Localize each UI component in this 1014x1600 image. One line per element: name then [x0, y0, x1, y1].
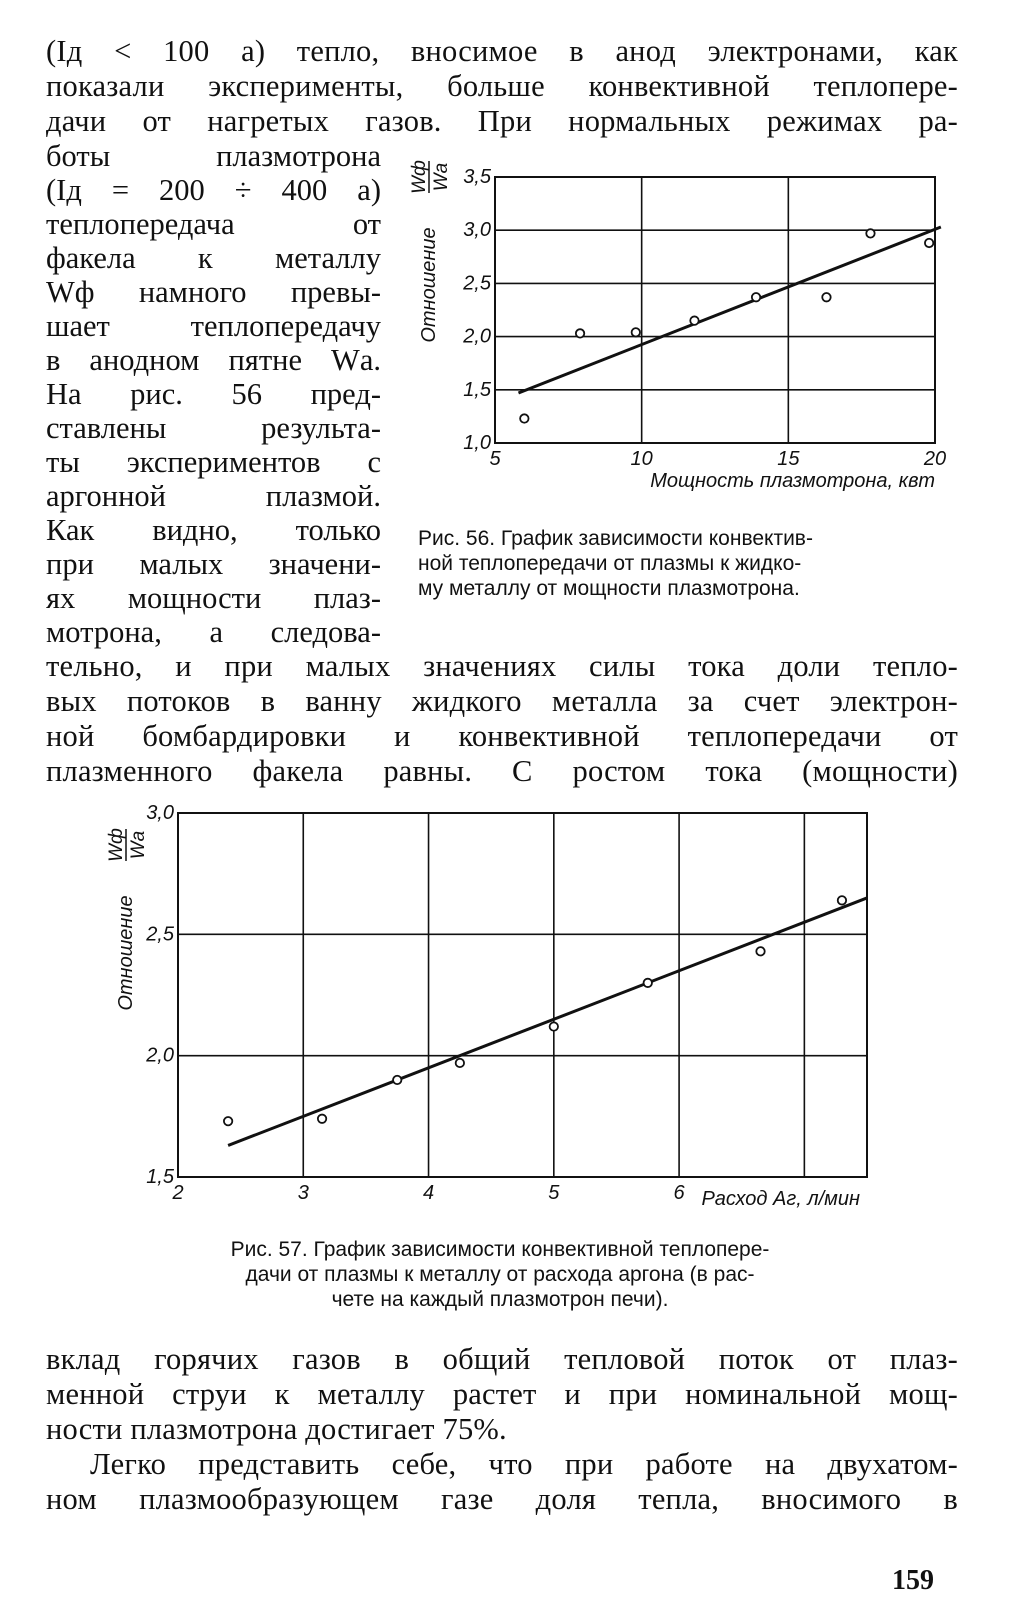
text-line: при малых значени-: [46, 547, 381, 581]
x-tick-label: 5: [548, 1182, 560, 1204]
x-tick-label: 15: [777, 448, 800, 470]
data-point: [456, 1059, 464, 1067]
y-axis-label-numerator: Wф: [409, 160, 430, 194]
text-line: ной бомбардировки и конвективной теплопередачи от: [46, 719, 958, 753]
text-line: плазменного факела равны. С ростом тока (мощности): [46, 754, 958, 788]
figure-57-chart: [106, 802, 890, 1215]
data-point: [318, 1115, 326, 1123]
caption-line: чете на каждый плазмотрон печи).: [331, 1288, 669, 1311]
text-line: шает теплопередачу: [46, 309, 381, 343]
y-axis-label-denominator: Wа: [128, 830, 149, 860]
caption-line: ной теплопередачи от плазмы к жидко-: [418, 552, 802, 575]
text-line: менной струи к металлу растет и при номинальной мощ-: [46, 1377, 958, 1411]
figure-56-caption: [418, 526, 958, 601]
text-line: боты плазмотрона: [46, 139, 381, 173]
figure-57-caption: [130, 1237, 870, 1312]
y-tick-label: 2,5: [146, 923, 174, 946]
data-point: [925, 239, 933, 247]
y-tick-label: 2,0: [146, 1044, 174, 1067]
x-tick-label: 5: [489, 448, 501, 470]
caption-line: дачи от плазмы к металлу от расхода аргона (в рас-: [245, 1263, 755, 1286]
x-tick-label: 2: [172, 1182, 184, 1204]
data-point: [644, 979, 652, 987]
y-tick-label: 3,0: [146, 802, 174, 824]
data-point: [393, 1076, 401, 1084]
trend-line: [518, 227, 940, 393]
x-tick-label: 6: [673, 1182, 685, 1204]
x-tick-label: 10: [630, 448, 653, 470]
x-tick-label: 4: [422, 1182, 435, 1204]
y-tick-label: 2,0: [463, 325, 491, 348]
text-line: вклад горячих газов в общий тепловой поток от плаз-: [46, 1342, 958, 1376]
y-tick-label: 1,5: [463, 378, 491, 401]
x-tick-label: 3: [297, 1182, 309, 1204]
text-line: ях мощности плаз-: [46, 581, 381, 615]
plot-frame: [495, 177, 935, 443]
data-point: [690, 316, 698, 324]
text-line: Как видно, только: [46, 513, 381, 547]
caption-line: му металлу от мощности плазмотрона.: [418, 577, 800, 600]
data-point: [224, 1117, 232, 1125]
figure-56-chart: [400, 160, 960, 500]
text-line: (Iд = 200 ÷ 400 а): [46, 173, 381, 207]
y-axis-label: [106, 828, 149, 1011]
text-line: тельно, и при малых значениях силы тока доли тепло-: [46, 649, 958, 683]
y-tick-label: 1,0: [463, 432, 491, 454]
caption-line: Рис. 56. График зависимости конвектив-: [418, 527, 813, 550]
data-point: [822, 293, 830, 301]
text-line: На рис. 56 пред-: [46, 377, 381, 411]
data-point: [756, 947, 764, 955]
x-axis-label: Мощность плазмотрона, квт: [650, 470, 935, 492]
y-axis-label: [409, 160, 452, 343]
text-line: вых потоков в ванну жидкого металла за счет электрон-: [46, 684, 958, 718]
text-line: ности плазмотрона достигает 75%.: [46, 1412, 507, 1446]
y-tick-label: 1,5: [146, 1166, 174, 1188]
y-tick-label: 3,5: [463, 166, 491, 188]
data-point: [550, 1022, 558, 1030]
y-axis-label-numerator: Wф: [106, 828, 127, 862]
text-line: дачи от нагретых газов. При нормальных режимах ра-: [46, 104, 958, 138]
text-line: (Iд < 100 а) тепло, вносимое в анод электронами, как: [46, 34, 958, 68]
text-line: ставлены результа-: [46, 411, 381, 445]
page-number: 159: [892, 1565, 934, 1596]
y-tick-label: 3,0: [463, 219, 491, 242]
text-line: ном плазмообразующем газе доля тепла, вносимого в: [46, 1482, 958, 1516]
x-axis-label: Расход Аг, л/мин: [701, 1188, 860, 1210]
text-line: ты экспериментов с: [46, 445, 381, 479]
text-line: факела к металлу: [46, 241, 381, 275]
data-point: [838, 896, 846, 904]
y-axis-label-denominator: Wа: [431, 162, 452, 192]
text-line: показали эксперименты, больше конвективной теплопере-: [46, 69, 958, 103]
caption-line: Рис. 57. График зависимости конвективной теплопере-: [230, 1238, 770, 1261]
plot-frame: [178, 813, 867, 1177]
y-axis-label-text: Отношение: [418, 227, 440, 343]
text-line: теплопередача от: [46, 207, 381, 241]
x-tick-label: 20: [923, 448, 947, 470]
y-axis-label-text: Отношение: [115, 895, 137, 1011]
text-line: аргонной плазмой.: [46, 479, 381, 513]
text-line: в анодном пятне Wа.: [46, 343, 381, 377]
text-line: мотрона, а следова-: [46, 615, 381, 649]
data-point: [752, 293, 760, 301]
data-point: [576, 329, 584, 337]
data-point: [520, 414, 528, 422]
text-line: Легко представить себе, что при работе на двухатом-: [90, 1447, 958, 1481]
text-line: Wф намного превы-: [46, 275, 381, 309]
data-point: [632, 328, 640, 336]
data-point: [866, 229, 874, 237]
y-tick-label: 2,5: [463, 272, 491, 295]
